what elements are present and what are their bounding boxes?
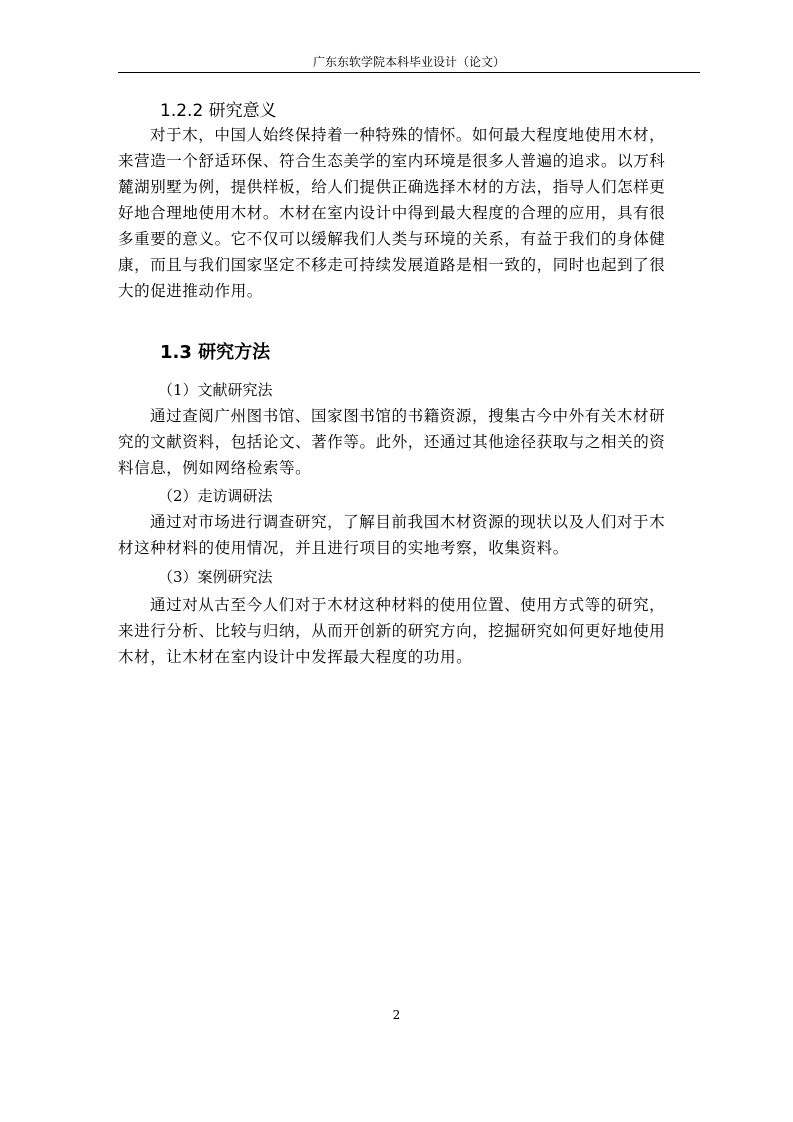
text-line: 通过查阅广州图书馆、国家图书馆的书籍资源，搜集古今中外有关木材研	[150, 407, 666, 425]
section-1-2-2-paragraph	[118, 122, 664, 304]
text-line: 料信息，例如网络检索等。	[118, 459, 312, 477]
text-line: 来进行分析、比较与归纳，从而开创新的研究方向，挖掘研究如何更好地使用	[118, 622, 666, 640]
header-title: 广东东软学院本科毕业设计（论文）	[312, 55, 505, 69]
text-line: 麓湖别墅为例，提供样板，给人们提供正确选择木材的方法，指导人们怎样更	[118, 178, 666, 196]
text-line: 康，而且与我们国家坚定不移走可持续发展道路是相一致的，同时也起到了很	[118, 256, 666, 274]
text-line: 木材，让木材在室内设计中发挥最大程度的功用。	[118, 648, 473, 666]
page-number: 2	[392, 1008, 401, 1022]
section-heading-1-3: 1.3 研究方法	[160, 342, 271, 363]
text-line: 多重要的意义。它不仅可以缓解我们人类与环境的关系，有益于我们的身体健	[118, 230, 666, 248]
text-line: 好地合理地使用木材。木材在室内设计中得到最大程度的合理的应用，具有很	[118, 204, 666, 222]
text-line: 通过对市场进行调查研究，了解目前我国木材资源的现状以及人们对于木	[150, 513, 666, 531]
text-line: 究的文献资料，包括论文、著作等。此外，还通过其他途径获取与之相关的资	[118, 433, 666, 451]
text-line: 通过对从古至今人们对于木材这种材料的使用位置、使用方式等的研究，	[150, 596, 666, 614]
method-paragraph-literature	[118, 403, 664, 481]
method-paragraph-field-survey	[118, 509, 664, 561]
method-title-field-survey: （2）走访调研法	[158, 487, 273, 505]
text-line: 材这种材料的使用情况，并且进行项目的实地考察，收集资料。	[118, 539, 569, 557]
method-title-literature: （1）文献研究法	[158, 381, 273, 399]
page-header	[118, 52, 700, 73]
text-line: 大的促进推动作用。	[118, 282, 263, 300]
text-line: 对于木，中国人始终保持着一种特殊的情怀。如何最大程度地使用木材，	[150, 126, 666, 144]
method-title-case-study: （3）案例研究法	[158, 568, 273, 586]
method-paragraph-case-study	[118, 592, 664, 670]
text-line: 来营造一个舒适环保、符合生态美学的室内环境是很多人普遍的追求。以万科	[118, 152, 666, 170]
section-heading-1-2-2: 1.2.2 研究意义	[160, 101, 277, 121]
